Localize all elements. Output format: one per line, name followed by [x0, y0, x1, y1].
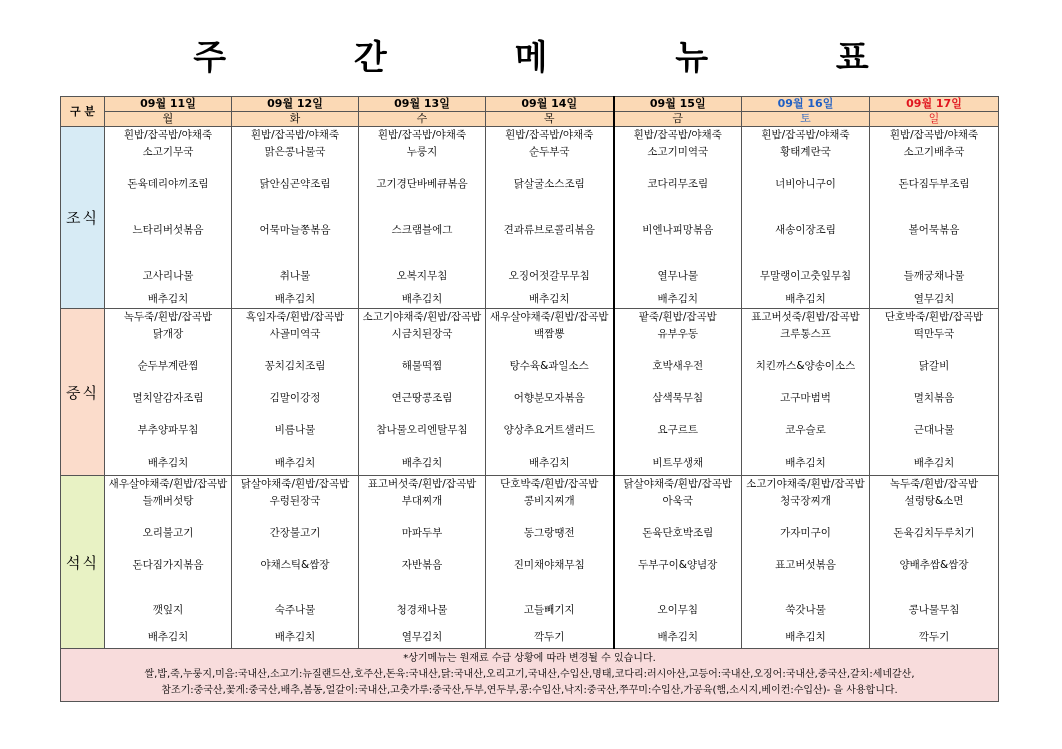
meal-row-2: [61, 476, 999, 649]
menu-item: 닭안심곤약조림: [259, 178, 331, 190]
menu-item: 순두부국: [528, 146, 570, 158]
menu-cell: [614, 127, 742, 309]
menu-item: 비름나물: [274, 424, 316, 436]
menu-item: 호박새우전: [652, 360, 704, 372]
menu-item: 근대나물: [913, 424, 955, 436]
menu-item: 열무나물: [657, 270, 699, 282]
menu-item: 견과류브로콜리볶음: [503, 224, 595, 236]
meal-label: 중식: [61, 309, 105, 476]
menu-item: 콩나물무침: [908, 604, 960, 616]
menu-item: 흰밥/잡곡밥/야채죽: [505, 129, 594, 141]
menu-item: 멸치볶음: [913, 392, 955, 404]
day-date-3: 09월 14일: [486, 97, 614, 112]
menu-item: 닭살야채죽/흰밥/잡곡밥: [240, 478, 350, 490]
day-date-0: 09월 11일: [105, 97, 232, 112]
menu-item: 시금치된장국: [391, 328, 453, 340]
menu-item: 해물떡찜: [401, 360, 443, 372]
menu-item: 연근땅콩조림: [391, 392, 453, 404]
menu-item: 표고버섯죽/흰밥/잡곡밥: [751, 311, 860, 323]
weekly-menu-table: [60, 96, 999, 702]
menu-item: 청국장찌개: [780, 495, 831, 507]
menu-item: 탕수육&과일소스: [509, 360, 589, 372]
menu-item: 소고기야채죽/흰밥/잡곡밥: [362, 311, 482, 323]
menu-item: 흰밥/잡곡밥/야채죽: [761, 129, 850, 141]
menu-item: 아욱국: [662, 495, 693, 507]
day-weekday-2: 수: [359, 112, 486, 127]
menu-item: 콩비지찌개: [523, 495, 575, 507]
menu-item: 소고기무국: [142, 146, 194, 158]
menu-item: 김말이강정: [269, 392, 321, 404]
menu-item: 배추김치: [657, 631, 699, 643]
menu-item: 숙주나물: [274, 604, 316, 616]
menu-item: 너비아니구이: [775, 178, 836, 190]
meal-label: 석식: [61, 476, 105, 649]
menu-item: 무말랭이고춧잎무침: [759, 270, 852, 282]
menu-item: 배추김치: [147, 293, 189, 305]
header-weekday-row: [61, 112, 999, 127]
menu-item: 진미채야채무침: [513, 559, 585, 571]
menu-cell: [870, 309, 999, 476]
menu-item: 느타리버섯볶음: [132, 224, 204, 236]
menu-item: 소고기미역국: [647, 146, 709, 158]
menu-item: 크루통스프: [780, 328, 831, 340]
menu-item: 들깨궁채나물: [903, 270, 965, 282]
menu-item: 부추양파무침: [137, 424, 199, 436]
menu-cell: [359, 476, 486, 649]
menu-item: 흰밥/잡곡밥/야채죽: [633, 129, 722, 141]
menu-item: 배추김치: [785, 293, 826, 305]
day-date-5: 09월 16일: [742, 97, 870, 112]
day-date-4: 09월 15일: [614, 97, 742, 112]
menu-cell: [105, 309, 232, 476]
day-weekday-6: 일: [870, 112, 999, 127]
menu-item: 백짬뽕: [534, 328, 565, 340]
day-weekday-0: 월: [105, 112, 232, 127]
menu-item: 열무김치: [401, 631, 443, 643]
menu-item: 새우살야채죽/흰밥/잡곡밥: [108, 478, 228, 490]
footer-row: [61, 649, 999, 702]
menu-item: 코우슬로: [785, 424, 826, 436]
menu-cell: [105, 476, 232, 649]
menu-item: 배추김치: [913, 457, 955, 469]
menu-item: 유부우동: [657, 328, 699, 340]
menu-item: 비엔나피망볶음: [642, 224, 714, 236]
menu-item: 흰밥/잡곡밥/야채죽: [123, 129, 213, 141]
menu-item: 배추김치: [274, 293, 316, 305]
menu-item: 배추김치: [147, 457, 189, 469]
menu-item: 마파두부: [401, 527, 443, 539]
menu-item: 배추김치: [147, 631, 189, 643]
menu-item: 새우살야채죽/흰밥/잡곡밥: [489, 311, 609, 323]
menu-item: 쑥갓나물: [785, 604, 826, 616]
footer-line3: 참조기:중국산,꽃게:중국산,배추,봄동,얼갈이:국내산,고춧가루:중국산,두부,연두부,콩:수입산,낙지:중국산,쭈꾸미:수입산,가공육(햄,소시지,베이컨:수입산)- 을 사용합니다.: [161, 685, 898, 696]
menu-cell: [486, 127, 614, 309]
menu-item: 소고기야채죽/흰밥/잡곡밥: [746, 478, 865, 490]
menu-item: 열무김치: [913, 293, 955, 305]
menu-item: 배추김치: [274, 457, 316, 469]
day-weekday-5: 토: [742, 112, 870, 127]
menu-item: 어묵마늘쫑볶음: [259, 224, 331, 236]
menu-item: 볼어묵볶음: [908, 224, 960, 236]
menu-item: 치킨까스&양송이소스: [755, 360, 856, 372]
origin-notice: [61, 649, 999, 702]
menu-item: 배추김치: [401, 457, 443, 469]
footer-line2: 쌀,밥,죽,누룽지,미음:국내산,소고기:뉴질랜드산,호주산,돈육:국내산,닭:국내산,오리고기,국내산,수입산,명태,코다리:러시아산,고등어:국내산,오징어:국내산,중국산,갈치:세네갈산,: [144, 669, 915, 680]
menu-cell: [870, 127, 999, 309]
menu-item: 삼색묵무침: [652, 392, 704, 404]
day-date-2: 09월 13일: [359, 97, 486, 112]
menu-item: 비트무생채: [652, 457, 704, 469]
menu-item: 가자미구이: [780, 527, 831, 539]
menu-item: 소고기배추국: [903, 146, 965, 158]
day-weekday-3: 목: [486, 112, 614, 127]
menu-item: 새송이장조림: [775, 224, 836, 236]
menu-cell: [105, 127, 232, 309]
menu-item: 돈육데리야끼조림: [127, 178, 209, 190]
menu-item: 단호박죽/흰밥/잡곡밥: [500, 478, 599, 490]
menu-cell: [742, 127, 870, 309]
menu-item: 고들빼기지: [523, 604, 575, 616]
menu-item: 깻잎지: [152, 604, 184, 616]
menu-item: 멸치알감자조림: [132, 392, 204, 404]
menu-item: 고구마범벅: [780, 392, 831, 404]
menu-item: 떡만두국: [913, 328, 955, 340]
menu-item: 닭개장: [152, 328, 184, 340]
menu-item: 우렁된장국: [269, 495, 321, 507]
footer-line1: *상기메뉴는 원재료 수급 상황에 따라 변경될 수 있습니다.: [403, 653, 656, 664]
menu-item: 흰밥/잡곡밥/야채죽: [250, 129, 340, 141]
day-date-1: 09월 12일: [232, 97, 359, 112]
menu-cell: [742, 476, 870, 649]
meal-row-0: [61, 127, 999, 309]
menu-item: 단호박죽/흰밥/잡곡밥: [884, 311, 984, 323]
meal-label: 조식: [61, 127, 105, 309]
menu-item: 닭갈비: [918, 360, 950, 372]
menu-cell: [232, 476, 359, 649]
menu-item: 고기경단바베큐볶음: [376, 178, 468, 190]
menu-item: 깍두기: [918, 631, 950, 643]
menu-cell: [359, 127, 486, 309]
menu-item: 들깨버섯탕: [142, 495, 194, 507]
menu-item: 배추김치: [657, 293, 699, 305]
menu-item: 맑은콩나물국: [264, 146, 326, 158]
menu-item: 순두부계란찜: [137, 360, 199, 372]
menu-item: 야채스틱&쌈장: [260, 559, 330, 571]
menu-item: 돈육김치두루치기: [893, 527, 975, 539]
category-header: 구 분: [61, 97, 105, 127]
menu-item: 취나물: [279, 270, 311, 282]
menu-item: 코다리무조림: [647, 178, 709, 190]
menu-item: 배추김치: [785, 631, 826, 643]
menu-item: 사골미역국: [269, 328, 321, 340]
menu-item: 배추김치: [528, 293, 570, 305]
header-date-row: [61, 97, 999, 112]
menu-item: 팥죽/흰밥/잡곡밥: [638, 311, 717, 323]
menu-item: 꽁치김치조림: [264, 360, 326, 372]
menu-item: 배추김치: [274, 631, 316, 643]
menu-item: 닭살야채죽/흰밥/잡곡밥: [623, 478, 732, 490]
meal-row-1: [61, 309, 999, 476]
page-title: 주 간 메 뉴 표: [193, 38, 927, 78]
menu-item: 설렁탕&소면: [904, 495, 964, 507]
menu-item: 고사리나물: [142, 270, 194, 282]
menu-item: 누룽지: [406, 146, 438, 158]
menu-cell: [232, 127, 359, 309]
menu-cell: [232, 309, 359, 476]
day-date-6: 09월 17일: [870, 97, 999, 112]
menu-item: 양상추요거트샐러드: [503, 424, 595, 436]
menu-cell: [486, 309, 614, 476]
menu-item: 간장불고기: [269, 527, 321, 539]
menu-item: 흰밥/잡곡밥/야채죽: [889, 129, 979, 141]
menu-item: 녹두죽/흰밥/잡곡밥: [889, 478, 979, 490]
menu-item: 부대찌개: [401, 495, 443, 507]
menu-item: 깍두기: [534, 631, 565, 643]
menu-item: 어향분모자볶음: [513, 392, 585, 404]
menu-item: 요구르트: [657, 424, 699, 436]
menu-item: 오복지무침: [396, 270, 448, 282]
menu-item: 양배추쌈&쌈장: [899, 559, 969, 571]
menu-item: 돈다짐두부조림: [898, 178, 970, 190]
menu-cell: [614, 476, 742, 649]
menu-item: 배추김치: [528, 457, 570, 469]
menu-item: 황태계란국: [780, 146, 831, 158]
menu-cell: [742, 309, 870, 476]
menu-item: 오리불고기: [142, 527, 194, 539]
menu-item: 돈육단호박조림: [642, 527, 714, 539]
menu-item: 오이무침: [657, 604, 699, 616]
menu-item: 자반볶음: [401, 559, 443, 571]
menu-item: 청경채나물: [396, 604, 448, 616]
menu-item: 배추김치: [401, 293, 443, 305]
menu-cell: [870, 476, 999, 649]
menu-cell: [359, 309, 486, 476]
menu-item: 닭살굴소스조림: [513, 178, 585, 190]
day-weekday-1: 화: [232, 112, 359, 127]
menu-item: 녹두죽/흰밥/잡곡밥: [123, 311, 213, 323]
menu-item: 두부구이&양념장: [638, 559, 718, 571]
menu-item: 돈다짐가지볶음: [132, 559, 204, 571]
menu-item: 오징어젓갈무무침: [508, 270, 590, 282]
menu-item: 스크램블에그: [391, 224, 453, 236]
day-weekday-4: 금: [614, 112, 742, 127]
menu-item: 흰밥/잡곡밥/야채죽: [377, 129, 467, 141]
menu-item: 흑임자죽/흰밥/잡곡밥: [245, 311, 345, 323]
menu-cell: [486, 476, 614, 649]
menu-item: 동그랑땡전: [523, 527, 575, 539]
menu-cell: [614, 309, 742, 476]
menu-item: 참나물오리엔탈무침: [376, 424, 468, 436]
menu-item: 배추김치: [785, 457, 826, 469]
menu-item: 표고버섯볶음: [775, 559, 836, 571]
menu-item: 표고버섯죽/흰밥/잡곡밥: [367, 478, 477, 490]
